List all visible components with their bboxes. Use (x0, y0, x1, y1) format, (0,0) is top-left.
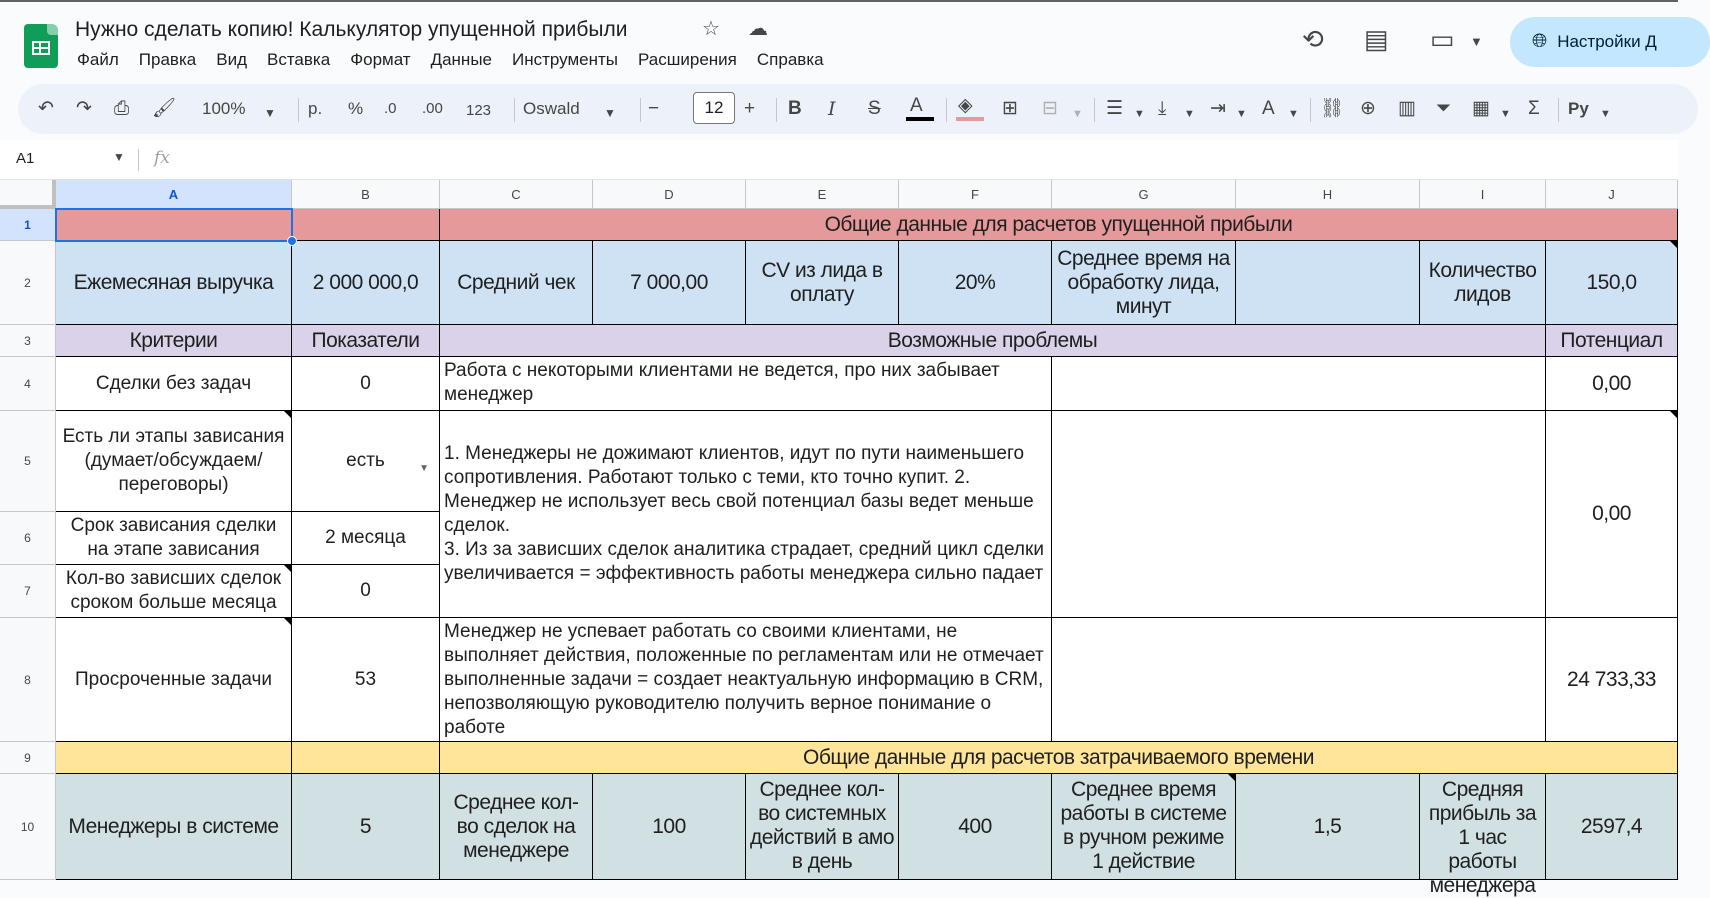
insert-comment-icon[interactable]: ⊕ (1360, 98, 1376, 119)
cell-g8-merged[interactable] (1052, 618, 1546, 742)
version-history-icon[interactable]: ⟲ (1302, 24, 1324, 54)
zoom-select[interactable]: 100% (202, 99, 246, 118)
spreadsheet-grid (0, 180, 1678, 897)
cell-c5-merged-problem[interactable]: 1. Менеджеры не дожимают клиентов, идут по пути наименьшего сопротивления. Работают только с теми, кто точно купит. 2. Менеджер не использует весь свой потенциал базы ведет меньше сделок. 3. Из за зависших сделок аналитика страдает, средний цикл сделки увеличивается = эффективность работы менеджера сильно падает (440, 411, 1052, 618)
insert-chart-icon[interactable]: ▥ (1398, 98, 1416, 119)
cell-b9[interactable] (292, 742, 440, 774)
cell-j4[interactable]: 0,00 (1546, 357, 1678, 411)
cell-j2[interactable]: 150,0 (1546, 241, 1678, 325)
cell-j3[interactable]: Потенциал (1546, 325, 1678, 357)
meet-dropdown-icon[interactable]: ▼ (1470, 34, 1483, 49)
text-color-bar (906, 117, 934, 121)
cell-e2[interactable]: CV из лида в оплату (746, 241, 899, 325)
row-header-6[interactable]: 6 (0, 512, 56, 565)
cell-b5-value: есть (346, 450, 385, 471)
text-rotation-icon[interactable]: A (1262, 98, 1275, 119)
column-header-b[interactable]: B (292, 180, 440, 209)
input-tools-button[interactable]: Ру (1568, 99, 1589, 118)
horizontal-align-icon[interactable]: ☰ (1106, 98, 1124, 119)
vertical-align-icon[interactable]: ⤓ (1158, 98, 1167, 119)
cell-e10[interactable]: Среднее кол-во системных действий в амо в день (746, 774, 899, 880)
decrease-decimal-button[interactable]: .0 (384, 100, 397, 117)
menu-data[interactable]: Данные (430, 50, 492, 69)
cell-b2[interactable]: 2 000 000,0 (292, 241, 440, 325)
increase-font-size-icon[interactable]: + (744, 98, 756, 119)
cell-c9-merged-header[interactable]: Общие данные для расчетов затрачиваемого времени (440, 742, 1678, 774)
cell-b5-dropdown[interactable] (292, 411, 440, 512)
print-icon[interactable]: ⎙ (114, 98, 130, 119)
formula-bar (0, 140, 1678, 180)
menu-help[interactable]: Справка (756, 50, 824, 69)
text-wrapping-icon[interactable]: ⇥ (1210, 98, 1226, 119)
column-header-h[interactable]: H (1236, 180, 1420, 209)
column-header-a[interactable]: A (56, 180, 292, 209)
column-header-i[interactable]: I (1420, 180, 1546, 209)
row-header-8[interactable]: 8 (0, 618, 56, 742)
font-size-input[interactable]: 12 (693, 92, 735, 124)
cell-a9[interactable] (56, 742, 292, 774)
globe-icon: 🌐︎ (1532, 31, 1548, 52)
menu-view[interactable]: Вид (216, 50, 247, 69)
cell-c4-merged[interactable]: Работа с некоторыми клиентами не ведется, про них забывает менеджер (440, 357, 1052, 411)
zoom-dropdown-icon[interactable]: ▼ (264, 106, 276, 120)
fill-color-icon[interactable]: ◈ (958, 95, 973, 116)
cell-b6[interactable]: 2 месяца (292, 512, 440, 565)
fx-icon: fx (154, 148, 170, 168)
row-header-3[interactable]: 3 (0, 325, 56, 357)
name-box[interactable]: A1 (16, 150, 35, 167)
menu-file[interactable]: Файл (77, 50, 119, 69)
cell-g5-merged[interactable] (1052, 411, 1546, 618)
menu-tools[interactable]: Инструменты (512, 50, 619, 69)
star-icon[interactable]: ☆ (702, 18, 720, 40)
menu-edit[interactable]: Правка (138, 50, 197, 69)
cell-j8[interactable]: 24 733,33 (1546, 618, 1678, 742)
toolbar (18, 84, 1698, 134)
cell-c8-merged[interactable]: Менеджер не успевает работать со своими клиентами, не выполняет действия, положенные по регламентам или не отмечает выполненные задачи = создает неактуальную информацию в CRM, непозволяющую руководителю получить верное понимание о работе (440, 618, 1052, 742)
decrease-font-size-icon[interactable]: − (648, 98, 660, 119)
cell-c1-merged-header[interactable]: Общие данные для расчетов упущенной прибыли (440, 209, 1678, 241)
fill-color-bar (956, 117, 984, 121)
row-header-7[interactable]: 7 (0, 565, 56, 618)
cell-c10[interactable]: Среднее кол-во сделок на менеджере (440, 774, 593, 880)
input-tools-dropdown-icon[interactable]: ▼ (1600, 108, 1611, 120)
strikethrough-icon[interactable]: S (868, 98, 881, 119)
increase-decimal-button[interactable]: .00 (422, 100, 443, 117)
cell-d10[interactable]: 100 (593, 774, 746, 880)
document-title[interactable]: Нужно сделать копию! Калькулятор упущенной прибыли (75, 18, 628, 41)
cell-b7[interactable]: 0 (292, 565, 440, 618)
merge-dropdown-icon[interactable]: ▼ (1072, 108, 1083, 120)
currency-format-button[interactable]: р. (308, 99, 323, 118)
row-header-2[interactable]: 2 (0, 241, 56, 325)
wrap-dropdown-icon[interactable]: ▼ (1236, 108, 1247, 120)
select-all-corner[interactable] (0, 180, 56, 209)
menu-extensions[interactable]: Расширения (638, 50, 737, 69)
cell-a3[interactable]: Критерии (56, 325, 292, 357)
borders-icon[interactable]: ⊞ (1002, 98, 1018, 119)
cell-b8[interactable]: 53 (292, 618, 440, 742)
column-header-d[interactable]: D (593, 180, 746, 209)
share-button-label: Настройки Д (1557, 32, 1657, 51)
cell-a2[interactable]: Ежемесяная выручка (56, 241, 292, 325)
cell-c2[interactable]: Средний чек (440, 241, 593, 325)
active-cell-selection (55, 208, 293, 242)
cell-f10[interactable]: 400 (899, 774, 1052, 880)
name-box-dropdown-icon[interactable]: ▼ (113, 150, 125, 164)
undo-icon[interactable]: ↶ (38, 98, 54, 119)
cell-a4[interactable]: Сделки без задач (56, 357, 292, 411)
cell-g4-merged[interactable] (1052, 357, 1546, 411)
row-header-10[interactable]: 10 (0, 774, 56, 880)
insert-link-icon[interactable]: ⛓︎ (1320, 98, 1345, 119)
cell-a8[interactable]: Просроченные задачи (56, 618, 292, 742)
cell-b4[interactable]: 0 (292, 357, 440, 411)
column-header-e[interactable]: E (746, 180, 899, 209)
fill-handle[interactable] (287, 236, 297, 246)
dropdown-chevron-icon[interactable]: ▼ (419, 463, 429, 474)
valign-dropdown-icon[interactable]: ▼ (1184, 108, 1195, 120)
share-button[interactable] (1510, 17, 1710, 67)
row-header-4[interactable]: 4 (0, 357, 56, 411)
text-color-icon[interactable]: A (910, 95, 923, 116)
sheets-logo-icon[interactable] (24, 24, 58, 68)
italic-icon[interactable]: I (828, 98, 836, 120)
bold-icon[interactable]: B (788, 98, 802, 119)
cell-a6[interactable]: Срок зависания сделки на этапе зависания (56, 512, 292, 565)
comments-icon[interactable]: ▤ (1364, 24, 1389, 54)
cell-h2[interactable] (1236, 241, 1420, 325)
cell-i2[interactable]: Количество лидов (1420, 241, 1546, 325)
menu-bar (77, 50, 844, 72)
column-header-j[interactable]: J (1546, 180, 1678, 209)
cell-d2[interactable]: 7 000,00 (593, 241, 746, 325)
cell-j5-merged-potential[interactable]: 0,00 (1546, 411, 1678, 618)
column-header-g[interactable]: G (1052, 180, 1236, 209)
top-bar (0, 0, 1678, 84)
cell-g2[interactable]: Среднее время на обработку лида, минут (1052, 241, 1236, 325)
cell-a5[interactable]: Есть ли этапы зависания (думает/обсуждаем/переговоры) (56, 411, 292, 512)
paint-format-icon[interactable]: 🖌︎ (152, 98, 177, 119)
rotation-dropdown-icon[interactable]: ▼ (1288, 108, 1299, 120)
cell-h10[interactable]: 1,5 (1236, 774, 1420, 880)
menu-format[interactable]: Формат (350, 50, 411, 69)
percent-format-button[interactable]: % (348, 99, 364, 118)
row-header-5[interactable]: 5 (0, 411, 56, 512)
column-header-f[interactable]: F (899, 180, 1052, 209)
functions-icon[interactable]: Σ (1528, 98, 1540, 119)
cell-a10[interactable]: Менеджеры в системе (56, 774, 292, 880)
font-select[interactable]: Oswald (523, 99, 580, 118)
cell-f2[interactable]: 20% (899, 241, 1052, 325)
cell-b1[interactable] (292, 209, 440, 241)
cell-b3[interactable]: Показатели (292, 325, 440, 357)
filter-views-icon[interactable]: ▦ (1472, 98, 1490, 119)
row-header-1[interactable]: 1 (0, 209, 56, 241)
menu-insert[interactable]: Вставка (267, 50, 331, 69)
cloud-status-icon[interactable]: ☁ (748, 18, 768, 40)
cell-c3-merged[interactable]: Возможные проблемы (440, 325, 1546, 357)
filter-views-dropdown-icon[interactable]: ▼ (1500, 108, 1511, 120)
redo-icon[interactable]: ↷ (76, 98, 92, 119)
number-format-button[interactable]: 123 (466, 102, 492, 119)
cell-a7[interactable]: Кол-во зависших сделок сроком больше месяца (56, 565, 292, 618)
column-header-c[interactable]: C (440, 180, 593, 209)
filter-icon[interactable]: ⏷ (1436, 98, 1452, 119)
cell-g10[interactable]: Среднее время работы в системе в ручном режиме 1 действие (1052, 774, 1236, 880)
cell-j10[interactable]: 2597,4 (1546, 774, 1678, 880)
cell-i10[interactable]: Средняя прибыль за 1 час работы менеджера (1420, 774, 1546, 880)
row-header-9[interactable]: 9 (0, 742, 56, 774)
cell-b10[interactable]: 5 (292, 774, 440, 880)
halign-dropdown-icon[interactable]: ▼ (1134, 108, 1145, 120)
meet-video-icon[interactable]: ▭ (1430, 24, 1455, 54)
font-dropdown-icon[interactable]: ▼ (604, 106, 616, 120)
merge-cells-icon[interactable]: ⊟ (1042, 98, 1058, 119)
